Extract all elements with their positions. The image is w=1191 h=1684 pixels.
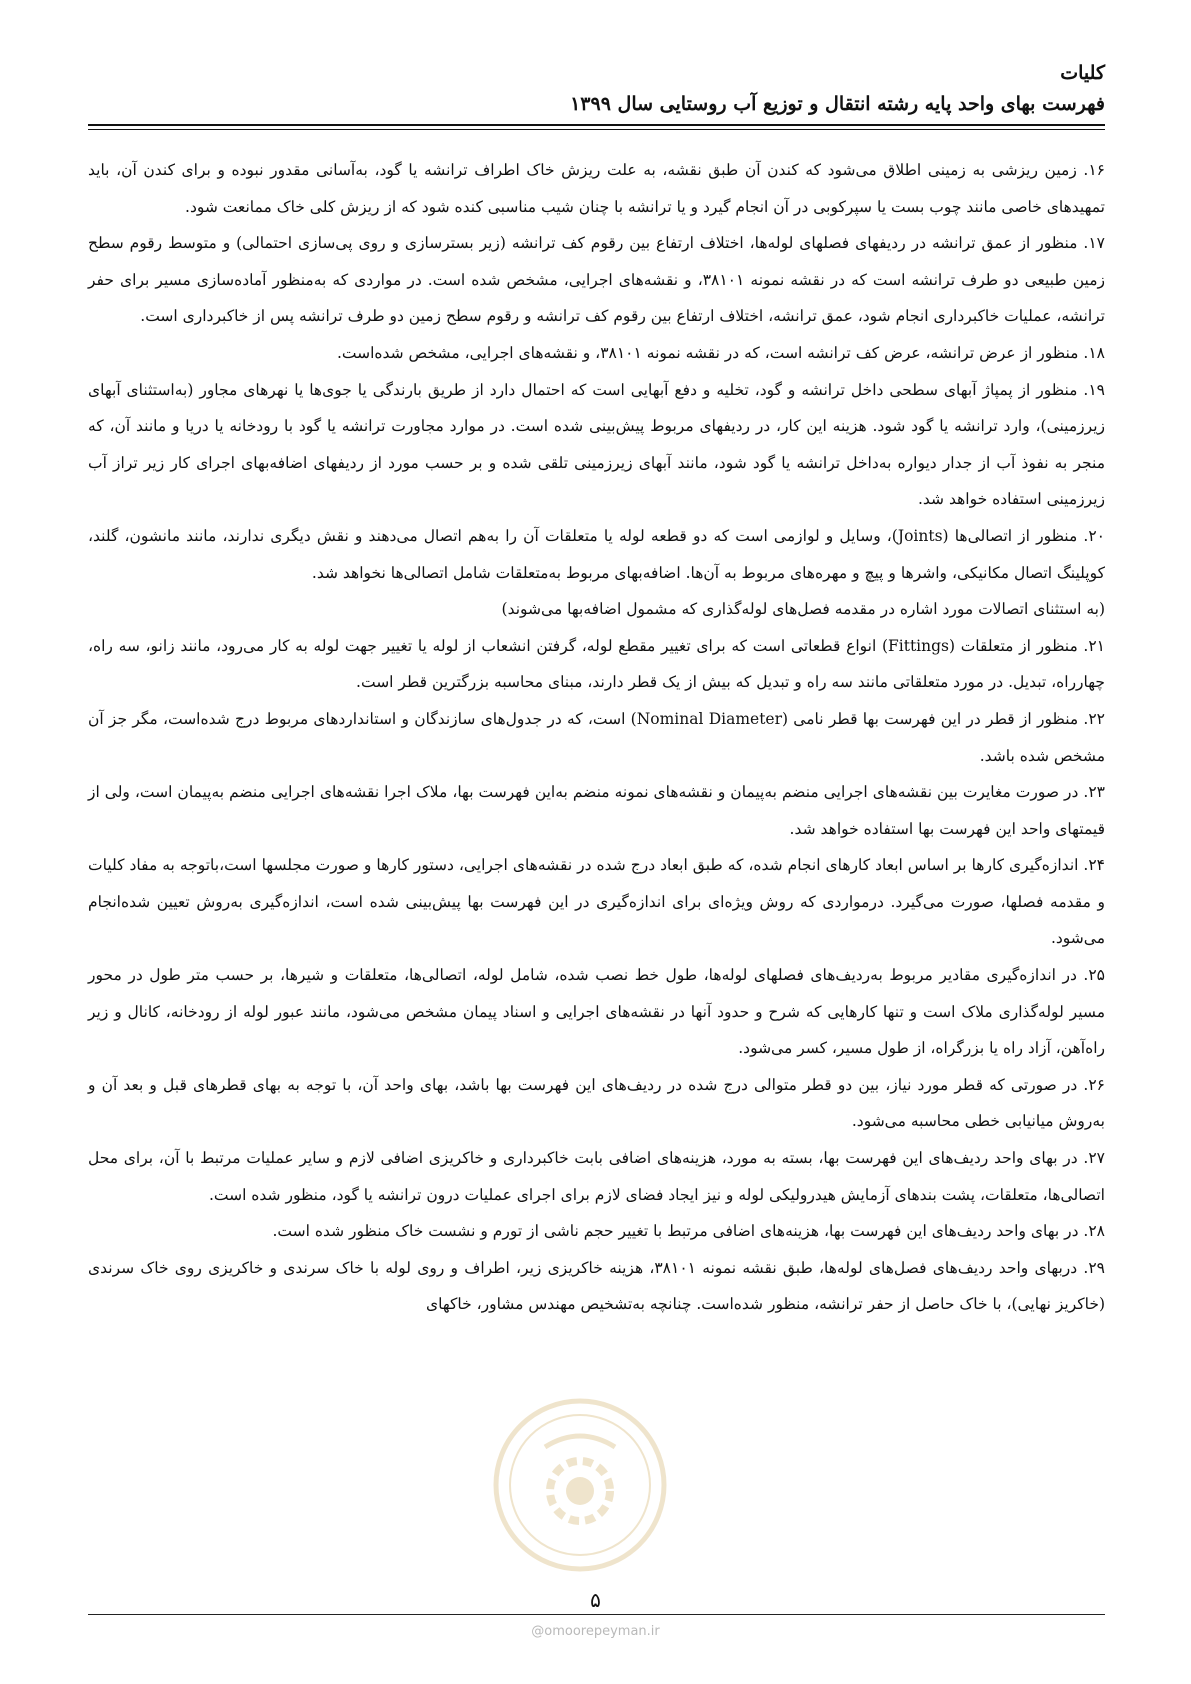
footer-rule [88, 1614, 1105, 1615]
page-header [88, 58, 1105, 120]
paragraph-24: ۲۴. اندازه‌گیری کارها بر اساس ابعاد کارهای انجام شده، که طبق ابعاد درج شده در نقشه‌های اجرایی، دستور کارها و صورت مجلسها است،باتوجه به مفاد کلیات و مقدمه فصلها، صورت می‌گیرد. درمواردی که روش ویژه‌ای برای اندازه‌گیری در این فهرست بها پیش‌بینی شده است، اندازه‌گیری به‌روش تعیین شده‌انجام می‌شود. [88, 856, 1105, 948]
document-title: فهرست بهای واحد پایه رشته انتقال و توزیع آب روستایی سال ۱۳۹۹ [570, 93, 1105, 115]
paragraph-20-note: (به استثنای اتصالات مورد اشاره در مقدمه فصل‌های لوله‌گذاری که مشمول اضافه‌بها می‌شوند) [501, 600, 1105, 619]
paragraph-23: ۲۳. در صورت مغایرت بین نقشه‌های اجرایی منضم به‌پیمان و نقشه‌های نمونه منضم به‌این فهرست بها، ملاک اجرا نقشه‌های اجرایی منضم به‌پیمان است، ولی از قیمتهای واحد این فهرست بها استفاده خواهد شد. [88, 783, 1105, 838]
paragraph-16: ۱۶. زمین ریزشی به زمینی اطلاق می‌شود که کندن آن طبق نقشه، به علت ریزش خاک اطراف ترانشه یا گود، به‌آسانی مقدور نبوده و برای کندن آن، باید تمهیدهای خاصی مانند چوب بست یا سپرکوبی در آن انجام گیرد و یا ترانشه با چنان شیب مناسبی کنده شود که از ریزش کلی خاک ممانعت شود. [88, 161, 1105, 216]
section-title: کلیات [1060, 62, 1105, 84]
paragraph-18: ۱۸. منظور از عرض ترانشه، عرض کف ترانشه است، که در نقشه نمونه ۳۸۱۰۱، و نقشه‌های اجرایی، مشخص شده‌است. [336, 343, 1105, 362]
paragraph-25: ۲۵. در اندازه‌گیری مقادیر مربوط به‌ردیف‌های فصلهای لوله‌ها، طول خط نصب شده، شامل لوله، اتصالی‌ها، متعلقات و شیرها، بر حسب متر طول در محور مسیر لوله‌گذاری ملاک است و تنها کارهایی که شرح و حدود آنها در نقشه‌های اجرایی و اسناد پیمان مشخص می‌شود، مانند عبور لوله از رودخانه، کانال و زیر راه‌آهن، آزاد راه یا بزرگراه، از طول مسیر، کسر می‌شود. [88, 966, 1105, 1058]
paragraph-27: ۲۷. در بهای واحد ردیف‌های این فهرست بها، بسته به مورد، هزینه‌های اضافی بابت خاکبرداری و خاکریزی اضافی لازم و سایر عملیات مرتبط با آن، برای محل اتصالی‌ها، متعلقات، پشت بندهای آزمایش هیدرولیکی لوله و نیز ایجاد فضای لازم برای اجرای عملیات درون ترانشه یا گود، منظور شده است. [88, 1149, 1105, 1204]
document-body [88, 152, 1105, 1323]
watermark-seal-icon [490, 1395, 670, 1575]
watermark-text: @omoorepeyman.ir [531, 1624, 660, 1639]
paragraph-17: ۱۷. منظور از عمق ترانشه در ردیفهای فصلهای لوله‌ها، اختلاف ارتفاع بین رقوم کف ترانشه (زیر بسترسازی و روی پی‌سازی احتمالی) و متوسط رقوم سطح زمین طبیعی دو طرف ترانشه است که در نقشه نمونه ۳۸۱۰۱، و نقشه‌های اجرایی، مشخص شده است. در مواردی که به‌منظور آماده‌سازی مسیر برای حفر ترانشه، عملیات خاکبرداری انجام شود، عمق ترانشه، اختلاف ارتفاع بین رقوم کف ترانشه و رقوم سطح زمین دو طرف ترانشه پس از خاکبرداری است. [88, 234, 1105, 326]
paragraph-26: ۲۶. در صورتی که قطر مورد نیاز، بین دو قطر متوالی درج شده در ردیف‌های این فهرست بها باشد، بهای واحد آن، با توجه به بهای قطرهای قبل و بعد آن و به‌روش میانیابی خطی محاسبه می‌شود. [88, 1075, 1105, 1131]
paragraph-28: ۲۸. در بهای واحد ردیف‌های این فهرست بها، هزینه‌های اضافی مرتبط با تغییر حجم ناشی از تورم و نشست خاک منظور شده است. [272, 1222, 1105, 1241]
header-rule-thick [88, 124, 1105, 126]
page-number: ۵ [590, 1588, 601, 1612]
paragraph-21: ۲۱. منظور از متعلقات (Fittings) انواع قطعاتی است که برای تغییر مقطع لوله، گرفتن انشعاب از لوله یا تغییر جهت لوله به کار می‌رود، مانند زانو، سه راه، چهارراه، تبدیل. در مورد متعلقاتی مانند سه راه و تبدیل که بیش از یک قطر دارند، مبنای محاسبه بزرگترین قطر است. [88, 636, 1106, 692]
paragraph-29: ۲۹. دربهای واحد ردیف‌های فصل‌های لوله‌ها، طبق نقشه نمونه ۳۸۱۰۱، هزینه خاکریزی زیر، اطراف و روی لوله با خاک سرندی و خاکریزی روی خاک سرندی (خاکریز نهایی)، با خاک حاصل از حفر ترانشه، منظور شده‌است. چنانچه به‌تشخیص مهندس مشاور، خاکهای [88, 1258, 1105, 1314]
header-rule-thin [88, 129, 1105, 130]
paragraph-19: ۱۹. منظور از پمپاژ آبهای سطحی داخل ترانشه و گود، تخلیه و دفع آبهایی است که احتمال دارد از طریق بارندگی یا جوی‌ها یا نهرهای مجاور (به‌استثنای آبهای زیرزمینی)، وارد ترانشه یا گود شود. هزینه این کار، در ردیفهای مربوط پیش‌بینی شده است. در موارد مجاورت ترانشه یا گود با رودخانه یا دریا و مانند آن، که منجر به نفوذ آب از جدار دیواره به‌داخل ترانشه یا گود شود، مانند آبهای زیرزمینی تلقی شده و بر حسب مورد از ردیفهای اضافه‌بهای اجرای کار زیر تراز آب زیرزمینی استفاده خواهد شد. [88, 380, 1105, 509]
paragraph-22: ۲۲. منظور از قطر در این فهرست بها قطر نامی (Nominal Diameter) است، که در جدول‌های سازندگان و استانداردهای مربوط درج شده‌است، مگر جز آن مشخص شده باشد. [88, 709, 1105, 765]
paragraph-20: ۲۰. منظور از اتصالی‌ها (Joints)، وسایل و لوازمی است که دو قطعه لوله یا متعلقات آن را به‌هم اتصال می‌دهند و نقش دیگری ندارند، مانند مانشون، گلند، کوپلینگ اتصال مکانیکی، واشرها و پیچ و مهره‌های مربوط به آن‌ها. اضافه‌بهای مربوط به‌متعلقات شامل اتصالی‌ها نخواهد شد. [88, 526, 1105, 582]
